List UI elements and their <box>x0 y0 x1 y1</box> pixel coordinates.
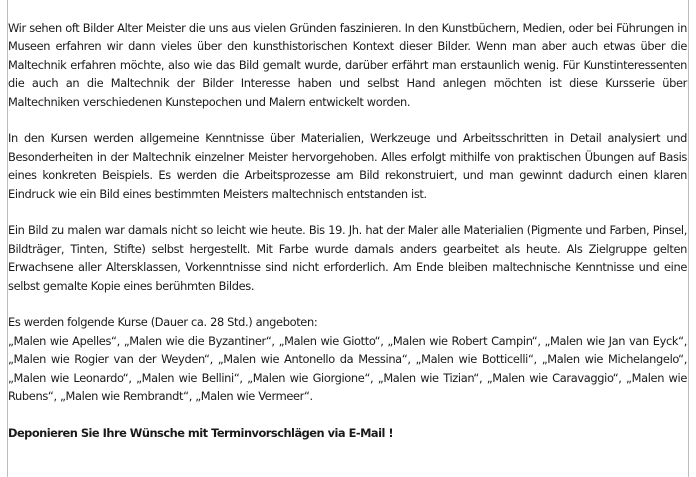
call-to-action: Deponieren Sie Ihre Wünsche mit Terminvorschlägen via E-Mail ! <box>8 425 394 440</box>
document-body <box>8 19 687 442</box>
paragraph-course-content: In den Kursen werden allgemeine Kenntnisse über Materialien, Werkzeuge und Arbeitsschritten in Detail analysiert und Besonderheiten in der Maltechnik einzelner Meister hervorgehoben. Alles erfolgt mithilfe von praktischen Übungen auf Basis eines konkreten Beispiels. Es werden die Arbeitsprozesse am Bild rekonstruiert, und man gewinnt dadurch einen klaren Eindruck wie ein Bild eines bestimmten Meisters maltechnisch entstanden ist. <box>8 131 687 201</box>
paragraph-intro: Wir sehen oft Bilder Alter Meister die uns aus vielen Gründen faszinieren. In den Kunstbüchern, Medien, oder bei Führungen in Museen erfahren wir dann vieles über den kunsthistorischen Kontext dieser Bilder. Wenn man aber auch etwas über die Maltechnik erfahren möchte, also wie das Bild gemalt wurde, darüber erfährt man erstaunlich wenig. Für Kunstinteressenten die auch an die Maltechnik der Bilder Interesse haben und selbst Hand anlegen möchten ist diese Kursserie über Maltechniken verschiedenen Kunstepochen und Malern entwickelt worden. <box>8 21 687 109</box>
paragraph-history-audience: Ein Bild zu malen war damals nicht so leicht wie heute. Bis 19. Jh. hat der Maler alle Materialien (Pigmente und Farben, Pinsel, Bildträger, Tinten, Stifte) selbst hergestellt. Mit Farbe wurde damals anders gearbeitet als heute. Als Zielgruppe gelten Erwachsene aller Altersklassen, Vorkenntnisse sind nicht erforderlich. Am Ende bleiben maltechnische Kenntnisse und eine selbst gemalte Kopie eines berühmten Bildes. <box>8 223 687 293</box>
courses-intro: Es werden folgende Kurse (Dauer ca. 28 Std.) angeboten: <box>8 315 318 330</box>
courses-list: „Malen wie Apelles“, „Malen wie die Byzantiner“, „Malen wie Giotto“, „Malen wie Robert Campin“, „Malen wie Jan van Eyck“, „Malen wie Rogier van der Weyden“, „Malen wie Antonello da Messina“, „Malen wie Botticelli“, „Malen wie Michelangelo“, „Malen wie Leonardo“, „Malen wie Bellini“, „Malen wie Giorgione“, „Malen wie Tizian“, „Malen wie Caravaggio“, „Malen wie Rubens“, „Malen wie Rembrandt“, „Malen wie Vermeer“. <box>8 333 687 404</box>
page-border-right <box>688 0 689 477</box>
